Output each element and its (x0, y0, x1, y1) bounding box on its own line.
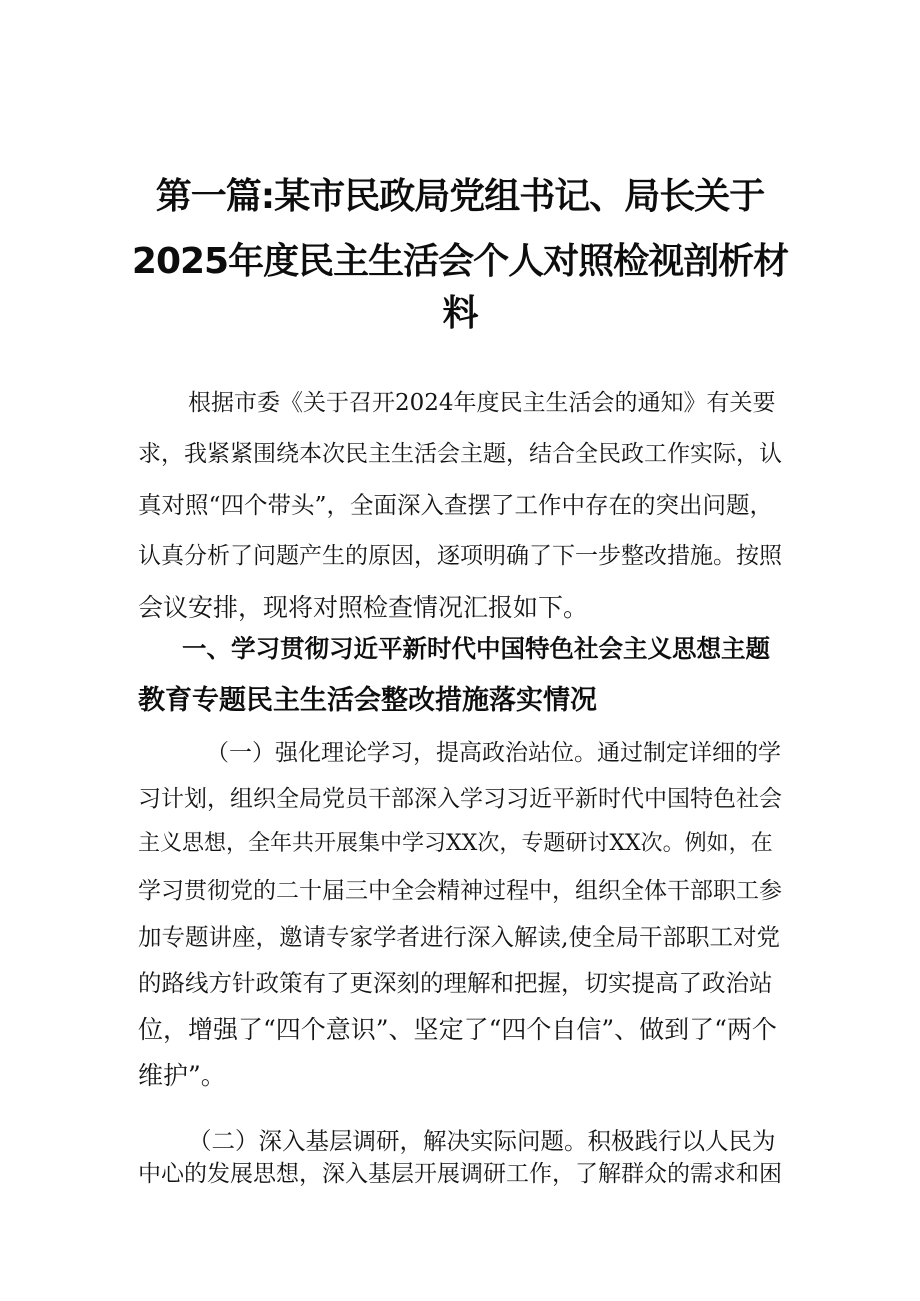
intro-line: 求，我紧紧围绕本次民主生活会主题，结合全民政工作实际，认 (138, 441, 782, 467)
intro-line: 根据市委《关于召开2024年度民主生活会的通知》有关要 (188, 390, 776, 416)
document-title-line-3: 料 (442, 293, 478, 334)
section-heading-line: 教育专题民主生活会整改措施落实情况 (138, 685, 597, 716)
item-line: 习计划，组织全局党员干部深入学习习近平新时代中国特色社会 (138, 786, 782, 812)
item-line: 维护”。 (138, 1061, 226, 1090)
item-line: 加专题讲座，邀请专家学者进行深入解读,使全局干部职工对党 (138, 923, 780, 951)
document-title-line-1: 第一篇:某市民政局党组书记、局长关于 (155, 176, 765, 217)
intro-line: 真对照“四个带头”，全面深入查摆了工作中存在的突出问题， (138, 491, 774, 519)
item-line: （一）强化理论学习，提高政治站位。通过制定详细的学 (206, 740, 781, 766)
intro-line: 会议安排，现将对照检查情况汇报如下。 (138, 593, 589, 622)
item-line: 的路线方针政策有了更深刻的理解和把握，切实提高了政治站 (138, 969, 773, 997)
item-line: 位，增强了“四个意识”、坚定了“四个自信”、做到了“两个 (138, 1015, 777, 1044)
section-heading-line: 一、学习贯彻习近平新时代中国特色社会主义思想主题 (182, 634, 770, 663)
item-line: 中心的发展思想，深入基层开展调研工作，了解群众的需求和困 (138, 1161, 782, 1187)
item-line: 学习贯彻党的二十届三中全会精神过程中，组织全体干部职工参 (138, 878, 782, 904)
item-line: 主义思想，全年共开展集中学习XX次，专题研讨XX次。例如，在 (138, 831, 773, 856)
item-line: （二）深入基层调研，解决实际问题。积极践行以人民为 (188, 1127, 776, 1155)
document-title-line-2: 2025年度民主生活会个人对照检视剖析材 (131, 241, 789, 282)
intro-line: 认真分析了问题产生的原因，逐项明确了下一步整改措施。按照 (138, 543, 782, 569)
